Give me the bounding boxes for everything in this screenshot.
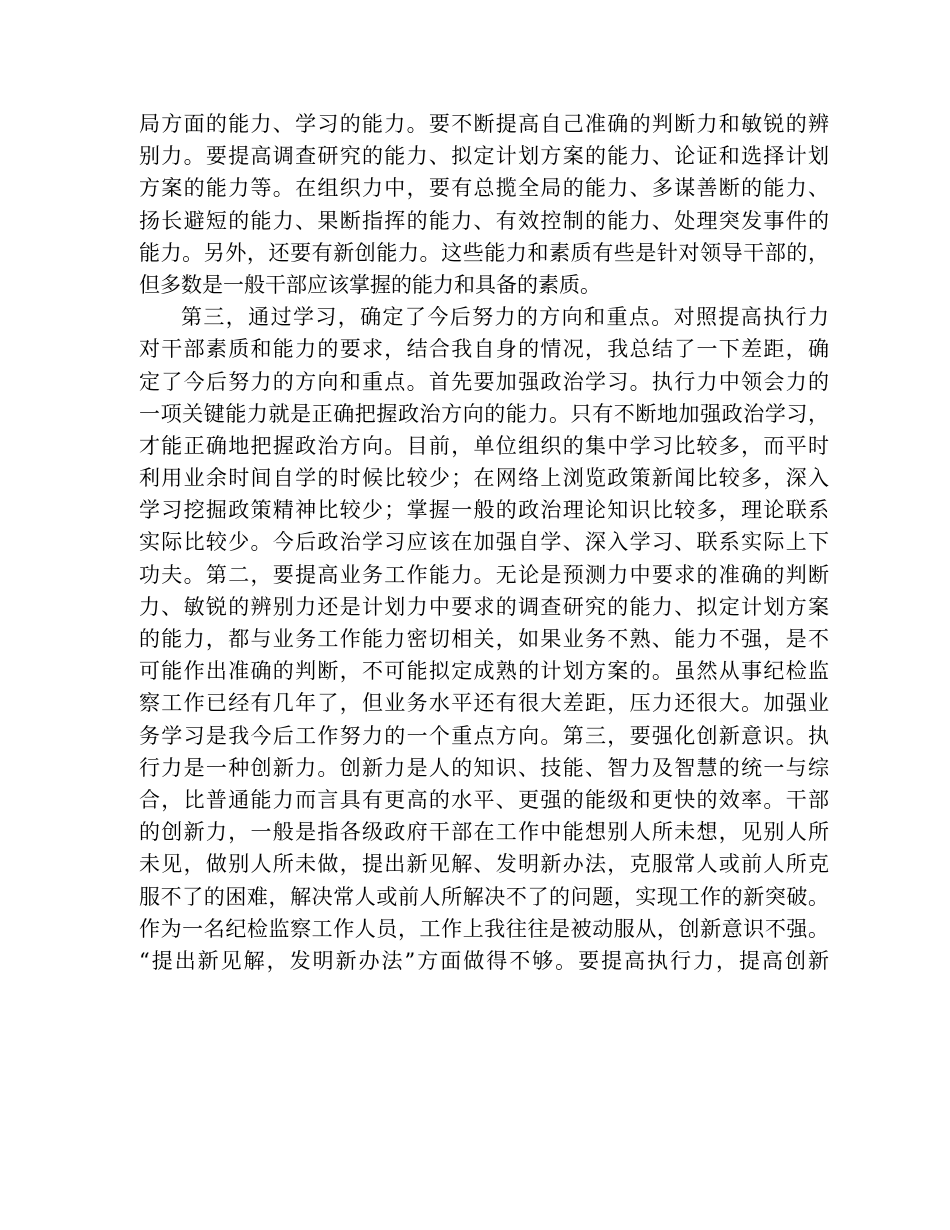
text-line: 扬长避短的能力、果断指挥的能力、有效控制的能力、处理突发事件的 bbox=[139, 208, 829, 233]
text-line: 的创新力，一般是指各级政府干部在工作中能想别人所未想，见别人所 bbox=[139, 820, 829, 845]
document-body bbox=[139, 108, 829, 977]
text-line: 别力。要提高调查研究的能力、拟定计划方案的能力、论证和选择计划 bbox=[139, 144, 829, 169]
text-line: 学习挖掘政策精神比较少；掌握一般的政治理论知识比较多，理论联系 bbox=[139, 498, 829, 523]
text-line: 对干部素质和能力的要求，结合我自身的情况，我总结了一下差距，确 bbox=[139, 337, 829, 362]
text-line: 方案的能力等。在组织力中，要有总揽全局的能力、多谋善断的能力、 bbox=[139, 176, 829, 201]
text-line: 察工作已经有几年了，但业务水平还有很大差距，压力还很大。加强业 bbox=[139, 691, 829, 716]
text-line: 但多数是一般干部应该掌握的能力和具备的素质。 bbox=[139, 272, 601, 297]
text-line: 可能作出准确的判断，不可能拟定成熟的计划方案的。虽然从事纪检监 bbox=[139, 659, 829, 684]
text-line: 务学习是我今后工作努力的一个重点方向。第三，要强化创新意识。执 bbox=[139, 723, 829, 748]
text-line: 局方面的能力、学习的能力。要不断提高自己准确的判断力和敏锐的辨 bbox=[139, 112, 829, 136]
text-line: 才能正确地把握政治方向。目前，单位组织的集中学习比较多，而平时 bbox=[139, 433, 829, 458]
text-line: 功夫。第二，要提高业务工作能力。无论是预测力中要求的准确的判断 bbox=[139, 562, 829, 587]
text-line: 行力是一种创新力。创新力是人的知识、技能、智力及智慧的统一与综 bbox=[139, 755, 829, 780]
text-line: 作为一名纪检监察工作人员，工作上我往往是被动服从，创新意识不强。 bbox=[139, 916, 829, 941]
paragraph-first-line: 第三，通过学习，确定了今后努力的方向和重点。对照提高执行力 bbox=[181, 305, 829, 330]
text-line: 实际比较少。今后政治学习应该在加强自学、深入学习、联系实际上下 bbox=[139, 530, 829, 555]
text-line: 能力。另外，还要有新创能力。这些能力和素质有些是针对领导干部的， bbox=[139, 240, 829, 265]
text-line: 未见，做别人所未做，提出新见解、发明新办法，克服常人或前人所克 bbox=[139, 852, 829, 877]
text-line: 定了今后努力的方向和重点。首先要加强政治学习。执行力中领会力的 bbox=[139, 369, 829, 394]
text-line: 服不了的困难，解决常人或前人所解决不了的问题，实现工作的新突破。 bbox=[139, 884, 829, 909]
text-line: 利用业余时间自学的时候比较少；在网络上浏览政策新闻比较多，深入 bbox=[139, 466, 829, 491]
text-line: 的能力，都与业务工作能力密切相关，如果业务不熟、能力不强，是不 bbox=[139, 627, 829, 651]
text-line: “提出新见解，发明新办法”方面做得不够。要提高执行力，提高创新 bbox=[139, 948, 829, 973]
text-line: 力、敏锐的辨别力还是计划力中要求的调查研究的能力、拟定计划方案 bbox=[139, 594, 829, 619]
text-line: 合，比普通能力而言具有更高的水平、更强的能级和更快的效率。干部 bbox=[139, 787, 829, 812]
text-line: 一项关键能力就是正确把握政治方向的能力。只有不断地加强政治学习， bbox=[139, 401, 829, 426]
